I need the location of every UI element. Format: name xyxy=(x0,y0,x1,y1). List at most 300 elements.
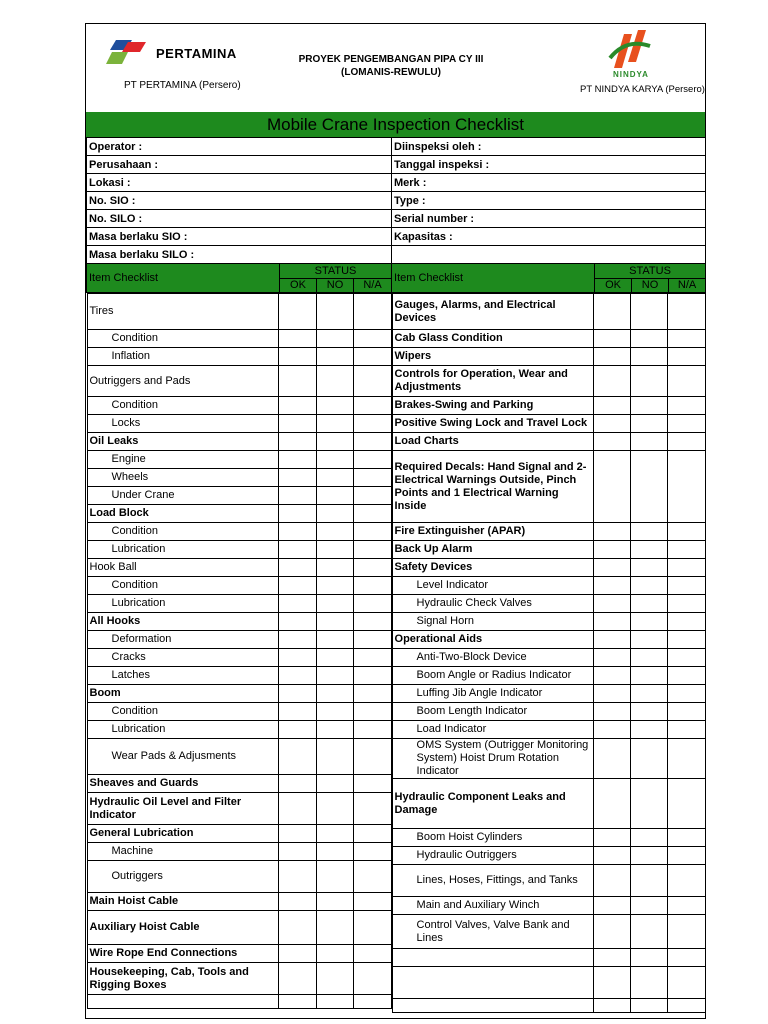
status-no-cell[interactable] xyxy=(316,775,353,793)
status-na-cell[interactable] xyxy=(668,847,705,865)
status-na-cell[interactable] xyxy=(668,829,705,847)
status-no-cell[interactable] xyxy=(316,469,353,487)
checklist-item-label: Anti-Two-Block Device xyxy=(392,649,593,667)
checklist-item-row xyxy=(392,779,705,829)
checklist-item-label xyxy=(392,999,593,1013)
status-ok-cell[interactable] xyxy=(593,613,630,631)
status-ok-cell[interactable] xyxy=(593,703,630,721)
checklist-item-label: Condition xyxy=(87,703,279,721)
status-ok-cell[interactable] xyxy=(593,847,630,865)
checklist-item-row xyxy=(87,330,391,348)
status-na-cell[interactable] xyxy=(668,348,705,366)
status-ok-cell[interactable] xyxy=(593,451,630,523)
checklist-item-row xyxy=(392,415,705,433)
checklist-item-label: Back Up Alarm xyxy=(392,541,593,559)
status-ok-cell[interactable] xyxy=(593,523,630,541)
form-title: Mobile Crane Inspection Checklist xyxy=(86,112,705,138)
status-ok-cell[interactable] xyxy=(279,433,316,451)
info-field-left[interactable]: No. SILO : xyxy=(87,210,392,228)
status-na-cell[interactable] xyxy=(668,685,705,703)
status-no-cell[interactable] xyxy=(631,541,668,559)
info-row xyxy=(87,138,706,156)
status-ok-cell[interactable] xyxy=(593,541,630,559)
checklist-item-row xyxy=(392,523,705,541)
status-na-cell[interactable] xyxy=(354,330,391,348)
status-ok-cell[interactable] xyxy=(593,649,630,667)
status-ok-cell[interactable] xyxy=(279,721,316,739)
right-no-header: NO xyxy=(632,279,669,293)
status-na-cell[interactable] xyxy=(668,739,705,779)
status-na-cell[interactable] xyxy=(354,451,391,469)
status-ok-cell[interactable] xyxy=(279,963,316,995)
status-no-cell[interactable] xyxy=(316,861,353,893)
status-na-cell[interactable] xyxy=(354,348,391,366)
status-ok-cell[interactable] xyxy=(279,667,316,685)
status-ok-cell[interactable] xyxy=(279,523,316,541)
status-ok-cell[interactable] xyxy=(593,559,630,577)
status-na-cell[interactable] xyxy=(354,649,391,667)
checklist-item-label: Engine xyxy=(87,451,279,469)
checklist-item-row xyxy=(87,451,391,469)
status-no-cell[interactable] xyxy=(316,397,353,415)
checklist-item-row xyxy=(392,366,705,397)
status-no-cell[interactable] xyxy=(631,865,668,897)
status-no-cell[interactable] xyxy=(316,685,353,703)
checklist-item-label: Condition xyxy=(87,523,279,541)
status-na-cell[interactable] xyxy=(354,685,391,703)
status-na-cell[interactable] xyxy=(668,897,705,915)
info-field-right[interactable]: Type : xyxy=(392,192,706,210)
checklist-item-row xyxy=(87,366,391,397)
status-ok-cell[interactable] xyxy=(593,739,630,779)
checklist-item-row xyxy=(87,595,391,613)
status-no-cell[interactable] xyxy=(316,366,353,397)
status-na-cell[interactable] xyxy=(354,294,391,330)
info-field-right[interactable]: Merk : xyxy=(392,174,706,192)
status-ok-cell[interactable] xyxy=(279,415,316,433)
status-no-cell[interactable] xyxy=(316,613,353,631)
checklist-item-label: Cab Glass Condition xyxy=(392,330,593,348)
status-no-cell[interactable] xyxy=(631,779,668,829)
checklist-item-row xyxy=(87,825,391,843)
status-ok-cell[interactable] xyxy=(279,397,316,415)
status-na-cell[interactable] xyxy=(668,366,705,397)
status-no-cell[interactable] xyxy=(316,825,353,843)
info-row xyxy=(87,156,706,174)
status-ok-cell[interactable] xyxy=(593,949,630,967)
status-na-cell[interactable] xyxy=(668,415,705,433)
status-na-cell[interactable] xyxy=(668,433,705,451)
status-ok-cell[interactable] xyxy=(279,739,316,775)
status-no-cell[interactable] xyxy=(316,703,353,721)
status-ok-cell[interactable] xyxy=(593,897,630,915)
checklist-item-row xyxy=(392,613,705,631)
status-no-cell[interactable] xyxy=(631,433,668,451)
status-no-cell[interactable] xyxy=(316,843,353,861)
status-no-cell[interactable] xyxy=(631,721,668,739)
checklist-item-row xyxy=(87,631,391,649)
status-ok-cell[interactable] xyxy=(279,631,316,649)
status-ok-cell[interactable] xyxy=(593,415,630,433)
checklist-item-row xyxy=(87,469,391,487)
status-no-cell[interactable] xyxy=(631,559,668,577)
info-field-left[interactable]: Masa berlaku SILO : xyxy=(87,246,392,264)
status-no-cell[interactable] xyxy=(631,577,668,595)
checklist-item-label: Hook Ball xyxy=(87,559,279,577)
status-no-cell[interactable] xyxy=(316,541,353,559)
checklist-item-row xyxy=(392,559,705,577)
status-no-cell[interactable] xyxy=(316,330,353,348)
status-no-cell[interactable] xyxy=(631,847,668,865)
status-na-cell[interactable] xyxy=(354,861,391,893)
status-ok-cell[interactable] xyxy=(279,348,316,366)
status-ok-cell[interactable] xyxy=(593,865,630,897)
checklist-item-label: Controls for Operation, Wear and Adjustments xyxy=(392,366,593,397)
checklist-item-label: Oil Leaks xyxy=(87,433,279,451)
status-na-cell[interactable] xyxy=(668,613,705,631)
status-no-cell[interactable] xyxy=(631,829,668,847)
checklist-item-row xyxy=(87,649,391,667)
status-na-cell[interactable] xyxy=(354,366,391,397)
form-header xyxy=(86,24,705,113)
status-ok-cell[interactable] xyxy=(279,559,316,577)
status-na-cell[interactable] xyxy=(354,893,391,911)
status-no-cell[interactable] xyxy=(631,685,668,703)
status-no-cell[interactable] xyxy=(631,348,668,366)
checklist-item-row xyxy=(87,739,391,775)
status-ok-cell[interactable] xyxy=(593,348,630,366)
status-na-cell[interactable] xyxy=(354,631,391,649)
info-row xyxy=(87,210,706,228)
info-field-right[interactable] xyxy=(392,246,706,264)
checklist-item-label: Lines, Hoses, Fittings, and Tanks xyxy=(392,865,593,897)
checklist-item-label: Sheaves and Guards xyxy=(87,775,279,793)
right-ok-header: OK xyxy=(595,279,632,293)
status-ok-cell[interactable] xyxy=(593,366,630,397)
status-no-cell[interactable] xyxy=(631,330,668,348)
status-no-cell[interactable] xyxy=(631,397,668,415)
status-na-cell[interactable] xyxy=(354,523,391,541)
status-na-cell[interactable] xyxy=(354,577,391,595)
status-ok-cell[interactable] xyxy=(593,631,630,649)
status-no-cell[interactable] xyxy=(316,348,353,366)
status-na-cell[interactable] xyxy=(354,541,391,559)
checklist-item-label: Latches xyxy=(87,667,279,685)
status-na-cell[interactable] xyxy=(668,703,705,721)
status-na-cell[interactable] xyxy=(668,649,705,667)
status-no-cell[interactable] xyxy=(316,911,353,945)
status-no-cell[interactable] xyxy=(316,995,353,1009)
status-na-cell[interactable] xyxy=(354,415,391,433)
status-na-cell[interactable] xyxy=(668,779,705,829)
status-na-cell[interactable] xyxy=(354,469,391,487)
status-no-cell[interactable] xyxy=(316,294,353,330)
status-ok-cell[interactable] xyxy=(593,294,630,330)
info-field-left[interactable]: Masa berlaku SIO : xyxy=(87,228,392,246)
status-na-cell[interactable] xyxy=(668,451,705,523)
status-na-cell[interactable] xyxy=(668,667,705,685)
status-ok-cell[interactable] xyxy=(279,451,316,469)
status-na-cell[interactable] xyxy=(668,541,705,559)
checklist-item-label: Condition xyxy=(87,397,279,415)
status-na-cell[interactable] xyxy=(354,559,391,577)
info-field-left[interactable]: Lokasi : xyxy=(87,174,392,192)
status-ok-cell[interactable] xyxy=(279,330,316,348)
status-no-cell[interactable] xyxy=(631,949,668,967)
status-ok-cell[interactable] xyxy=(279,793,316,825)
checklist-item-label: Locks xyxy=(87,415,279,433)
checklist-item-label: Wipers xyxy=(392,348,593,366)
info-field-right[interactable]: Diinspeksi oleh : xyxy=(392,138,706,156)
status-no-cell[interactable] xyxy=(316,963,353,995)
status-na-cell[interactable] xyxy=(668,967,705,999)
status-ok-cell[interactable] xyxy=(279,577,316,595)
status-no-cell[interactable] xyxy=(316,487,353,505)
status-no-cell[interactable] xyxy=(631,967,668,999)
status-na-cell[interactable] xyxy=(668,577,705,595)
checklist-item-row xyxy=(87,911,391,945)
status-no-cell[interactable] xyxy=(631,649,668,667)
checklist-item-label: Main and Auxiliary Winch xyxy=(392,897,593,915)
checklist-item-row xyxy=(392,897,705,915)
status-na-cell[interactable] xyxy=(668,631,705,649)
right-status-header: STATUS xyxy=(595,264,706,279)
checklist-item-row xyxy=(392,541,705,559)
status-na-cell[interactable] xyxy=(668,523,705,541)
checklist-item-row xyxy=(87,861,391,893)
status-na-cell[interactable] xyxy=(668,949,705,967)
checklist-item-row xyxy=(87,415,391,433)
status-ok-cell[interactable] xyxy=(593,397,630,415)
status-ok-cell[interactable] xyxy=(279,703,316,721)
checklist-item-label: Lubrication xyxy=(87,721,279,739)
checklist-item-label: Hydraulic Component Leaks and Damage xyxy=(392,779,593,829)
project-line-2: (LOMANIS-REWULU) xyxy=(341,67,441,78)
status-no-cell[interactable] xyxy=(631,739,668,779)
status-ok-cell[interactable] xyxy=(279,541,316,559)
status-ok-cell[interactable] xyxy=(593,999,630,1013)
status-na-cell[interactable] xyxy=(668,915,705,949)
checklist-item-row xyxy=(392,595,705,613)
status-no-cell[interactable] xyxy=(316,523,353,541)
status-no-cell[interactable] xyxy=(316,577,353,595)
status-no-cell[interactable] xyxy=(631,366,668,397)
checklist-item-label: Inflation xyxy=(87,348,279,366)
status-no-cell[interactable] xyxy=(316,721,353,739)
status-ok-cell[interactable] xyxy=(279,487,316,505)
checklist-item-label: Load Block xyxy=(87,505,279,523)
status-na-cell[interactable] xyxy=(354,487,391,505)
status-no-cell[interactable] xyxy=(631,999,668,1013)
checklist-item-row xyxy=(392,739,705,779)
status-ok-cell[interactable] xyxy=(593,967,630,999)
checklist-item-row xyxy=(87,613,391,631)
status-ok-cell[interactable] xyxy=(279,775,316,793)
checklist-item-row xyxy=(87,505,391,523)
status-na-cell[interactable] xyxy=(354,963,391,995)
pertamina-emblem-icon xyxy=(106,38,154,68)
status-ok-cell[interactable] xyxy=(279,685,316,703)
checklist-item-row xyxy=(87,577,391,595)
status-no-cell[interactable] xyxy=(631,915,668,949)
checklist-item-row xyxy=(87,348,391,366)
nindya-emblem-icon xyxy=(606,28,666,70)
status-no-cell[interactable] xyxy=(316,415,353,433)
info-field-left[interactable]: Operator : xyxy=(87,138,392,156)
status-ok-cell[interactable] xyxy=(279,613,316,631)
status-na-cell[interactable] xyxy=(354,703,391,721)
checklist-item-label: Under Crane xyxy=(87,487,279,505)
status-no-cell[interactable] xyxy=(316,739,353,775)
checklist-item-label: All Hooks xyxy=(87,613,279,631)
checklist-item-row xyxy=(87,893,391,911)
status-ok-cell[interactable] xyxy=(279,366,316,397)
status-ok-cell[interactable] xyxy=(279,825,316,843)
status-na-cell[interactable] xyxy=(668,559,705,577)
nindya-brand-text: NINDYA xyxy=(613,70,649,79)
status-ok-cell[interactable] xyxy=(593,779,630,829)
checklist-item-label: Deformation xyxy=(87,631,279,649)
left-na-header: N/A xyxy=(354,279,392,293)
status-no-cell[interactable] xyxy=(631,595,668,613)
status-na-cell[interactable] xyxy=(668,999,705,1013)
status-na-cell[interactable] xyxy=(668,294,705,330)
status-ok-cell[interactable] xyxy=(593,595,630,613)
checklist-item-label: Safety Devices xyxy=(392,559,593,577)
status-no-cell[interactable] xyxy=(631,523,668,541)
status-na-cell[interactable] xyxy=(354,945,391,963)
checklist-item-row xyxy=(87,703,391,721)
checklist-item-label: Hydraulic Check Valves xyxy=(392,595,593,613)
nindya-company-name: PT NINDYA KARYA (Persero) xyxy=(580,84,705,95)
checklist-item-label: Cracks xyxy=(87,649,279,667)
checklist-item-label: Boom Angle or Radius Indicator xyxy=(392,667,593,685)
info-field-right[interactable]: Tanggal inspeksi : xyxy=(392,156,706,174)
status-na-cell[interactable] xyxy=(354,995,391,1009)
status-ok-cell[interactable] xyxy=(279,893,316,911)
checklist-item-row xyxy=(392,949,705,967)
status-na-cell[interactable] xyxy=(354,825,391,843)
status-ok-cell[interactable] xyxy=(279,469,316,487)
status-ok-cell[interactable] xyxy=(279,911,316,945)
status-ok-cell[interactable] xyxy=(279,861,316,893)
checklist-item-row xyxy=(392,631,705,649)
status-no-cell[interactable] xyxy=(631,667,668,685)
status-na-cell[interactable] xyxy=(354,397,391,415)
info-field-left[interactable]: Perusahaan : xyxy=(87,156,392,174)
info-field-left[interactable]: No. SIO : xyxy=(87,192,392,210)
status-ok-cell[interactable] xyxy=(279,294,316,330)
checklist-item-row xyxy=(392,348,705,366)
status-na-cell[interactable] xyxy=(354,595,391,613)
status-ok-cell[interactable] xyxy=(279,945,316,963)
status-na-cell[interactable] xyxy=(668,330,705,348)
status-ok-cell[interactable] xyxy=(593,915,630,949)
status-ok-cell[interactable] xyxy=(593,433,630,451)
checklist-item-row xyxy=(87,541,391,559)
status-na-cell[interactable] xyxy=(354,739,391,775)
status-ok-cell[interactable] xyxy=(279,995,316,1009)
pertamina-company-name: PT PERTAMINA (Persero) xyxy=(124,80,241,91)
status-no-cell[interactable] xyxy=(316,505,353,523)
status-no-cell[interactable] xyxy=(316,433,353,451)
status-na-cell[interactable] xyxy=(354,911,391,945)
info-field-right[interactable]: Kapasitas : xyxy=(392,228,706,246)
status-no-cell[interactable] xyxy=(316,595,353,613)
status-ok-cell[interactable] xyxy=(593,685,630,703)
status-no-cell[interactable] xyxy=(631,631,668,649)
status-ok-cell[interactable] xyxy=(593,829,630,847)
status-ok-cell[interactable] xyxy=(593,577,630,595)
checklist-item-label: Luffing Jib Angle Indicator xyxy=(392,685,593,703)
status-na-cell[interactable] xyxy=(354,843,391,861)
checklist-item-row xyxy=(392,721,705,739)
status-no-cell[interactable] xyxy=(316,451,353,469)
left-status-header: STATUS xyxy=(280,264,392,279)
checklist-item-label: Machine xyxy=(87,843,279,861)
status-no-cell[interactable] xyxy=(631,897,668,915)
status-na-cell[interactable] xyxy=(668,397,705,415)
checklist-item-label: Load Charts xyxy=(392,433,593,451)
info-row xyxy=(87,192,706,210)
status-na-cell[interactable] xyxy=(668,721,705,739)
checklist-item-label: Hydraulic Oil Level and Filter Indicator xyxy=(87,793,279,825)
checklist-item-label: Wire Rope End Connections xyxy=(87,945,279,963)
status-ok-cell[interactable] xyxy=(593,721,630,739)
status-ok-cell[interactable] xyxy=(279,505,316,523)
checklist-item-row xyxy=(87,433,391,451)
status-no-cell[interactable] xyxy=(631,294,668,330)
status-ok-cell[interactable] xyxy=(279,595,316,613)
status-ok-cell[interactable] xyxy=(279,843,316,861)
status-no-cell[interactable] xyxy=(316,559,353,577)
checklist-item-row xyxy=(392,915,705,949)
checklist-item-row xyxy=(392,703,705,721)
status-ok-cell[interactable] xyxy=(593,667,630,685)
checklist-item-label: Condition xyxy=(87,577,279,595)
status-na-cell[interactable] xyxy=(354,793,391,825)
info-field-right[interactable]: Serial number : xyxy=(392,210,706,228)
status-na-cell[interactable] xyxy=(354,667,391,685)
status-no-cell[interactable] xyxy=(631,451,668,523)
status-na-cell[interactable] xyxy=(354,775,391,793)
checklist-item-row xyxy=(87,559,391,577)
status-no-cell[interactable] xyxy=(316,893,353,911)
status-na-cell[interactable] xyxy=(668,595,705,613)
status-no-cell[interactable] xyxy=(316,649,353,667)
status-ok-cell[interactable] xyxy=(279,649,316,667)
status-no-cell[interactable] xyxy=(631,703,668,721)
checklist-item-row xyxy=(87,487,391,505)
status-ok-cell[interactable] xyxy=(593,330,630,348)
checklist-item-label: Boom Length Indicator xyxy=(392,703,593,721)
checklist-item-row xyxy=(87,775,391,793)
status-no-cell[interactable] xyxy=(316,631,353,649)
status-no-cell[interactable] xyxy=(316,945,353,963)
status-na-cell[interactable] xyxy=(354,613,391,631)
checklist-item-row xyxy=(392,847,705,865)
status-no-cell[interactable] xyxy=(631,613,668,631)
checklist-item-row xyxy=(87,793,391,825)
status-no-cell[interactable] xyxy=(316,667,353,685)
status-no-cell[interactable] xyxy=(631,415,668,433)
status-na-cell[interactable] xyxy=(354,721,391,739)
left-checklist-column xyxy=(87,293,392,1014)
status-na-cell[interactable] xyxy=(668,865,705,897)
status-na-cell[interactable] xyxy=(354,505,391,523)
status-na-cell[interactable] xyxy=(354,433,391,451)
status-no-cell[interactable] xyxy=(316,793,353,825)
